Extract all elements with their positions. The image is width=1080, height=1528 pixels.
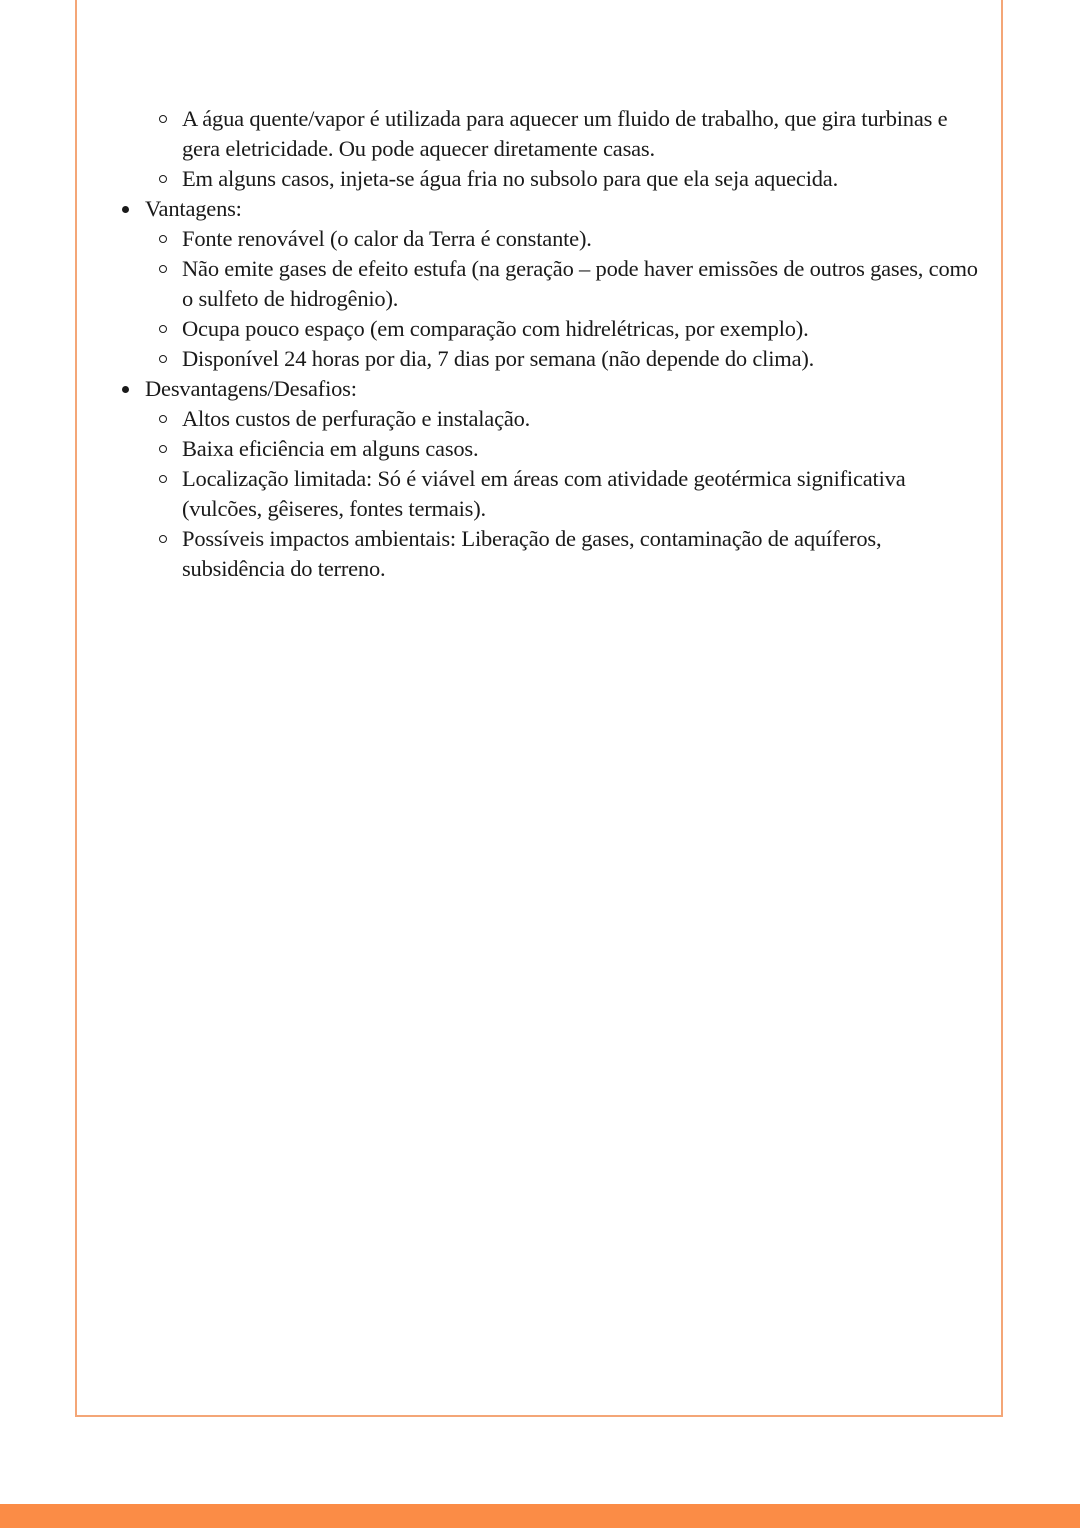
filled-bullet-icon xyxy=(122,206,129,213)
hollow-bullet-icon xyxy=(159,355,167,363)
sub-list-item: Em alguns casos, injeta-se água fria no subsolo para que ela seja aquecida. xyxy=(110,164,980,194)
hollow-bullet-icon xyxy=(159,175,167,183)
sub-bullet-list xyxy=(110,104,980,194)
sub-list-item: A água quente/vapor é utilizada para aquecer um fluido de trabalho, que gira turbinas e gera eletricidade. Ou pode aquecer diretamente casas. xyxy=(110,104,980,164)
hollow-bullet-icon xyxy=(159,445,167,453)
hollow-bullet-icon xyxy=(159,475,167,483)
sub-list-item: Altos custos de perfuração e instalação. xyxy=(110,404,980,434)
hollow-bullet-icon xyxy=(159,115,167,123)
hollow-bullet-icon xyxy=(159,325,167,333)
list-item-vantagens xyxy=(110,194,980,374)
sub-list-item: Localização limitada: Só é viável em áreas com atividade geotérmica significativa (vulcões, gêiseres, fontes termais). xyxy=(110,464,980,524)
sub-bullet-list xyxy=(110,224,980,374)
section-heading: Vantagens: xyxy=(145,196,242,221)
hollow-bullet-icon xyxy=(159,235,167,243)
bullet-list xyxy=(110,104,980,584)
list-item-desvantagens xyxy=(110,374,980,584)
document-content xyxy=(110,104,980,584)
section-heading: Desvantagens/Desafios: xyxy=(145,376,357,401)
sub-list-item: Disponível 24 horas por dia, 7 dias por semana (não depende do clima). xyxy=(110,344,980,374)
hollow-bullet-icon xyxy=(159,265,167,273)
filled-bullet-icon xyxy=(122,386,129,393)
hollow-bullet-icon xyxy=(159,415,167,423)
footer-accent-bar xyxy=(0,1504,1080,1528)
sub-list-item: Possíveis impactos ambientais: Liberação de gases, contaminação de aquíferos, subsidência do terreno. xyxy=(110,524,980,584)
sub-list-item: Não emite gases de efeito estufa (na geração – pode haver emissões de outros gases, como o sulfeto de hidrogênio). xyxy=(110,254,980,314)
continued-list-item xyxy=(110,104,980,194)
sub-list-item: Baixa eficiência em alguns casos. xyxy=(110,434,980,464)
sub-list-item: Ocupa pouco espaço (em comparação com hidrelétricas, por exemplo). xyxy=(110,314,980,344)
sub-list-item: Fonte renovável (o calor da Terra é constante). xyxy=(110,224,980,254)
sub-bullet-list xyxy=(110,404,980,584)
hollow-bullet-icon xyxy=(159,535,167,543)
